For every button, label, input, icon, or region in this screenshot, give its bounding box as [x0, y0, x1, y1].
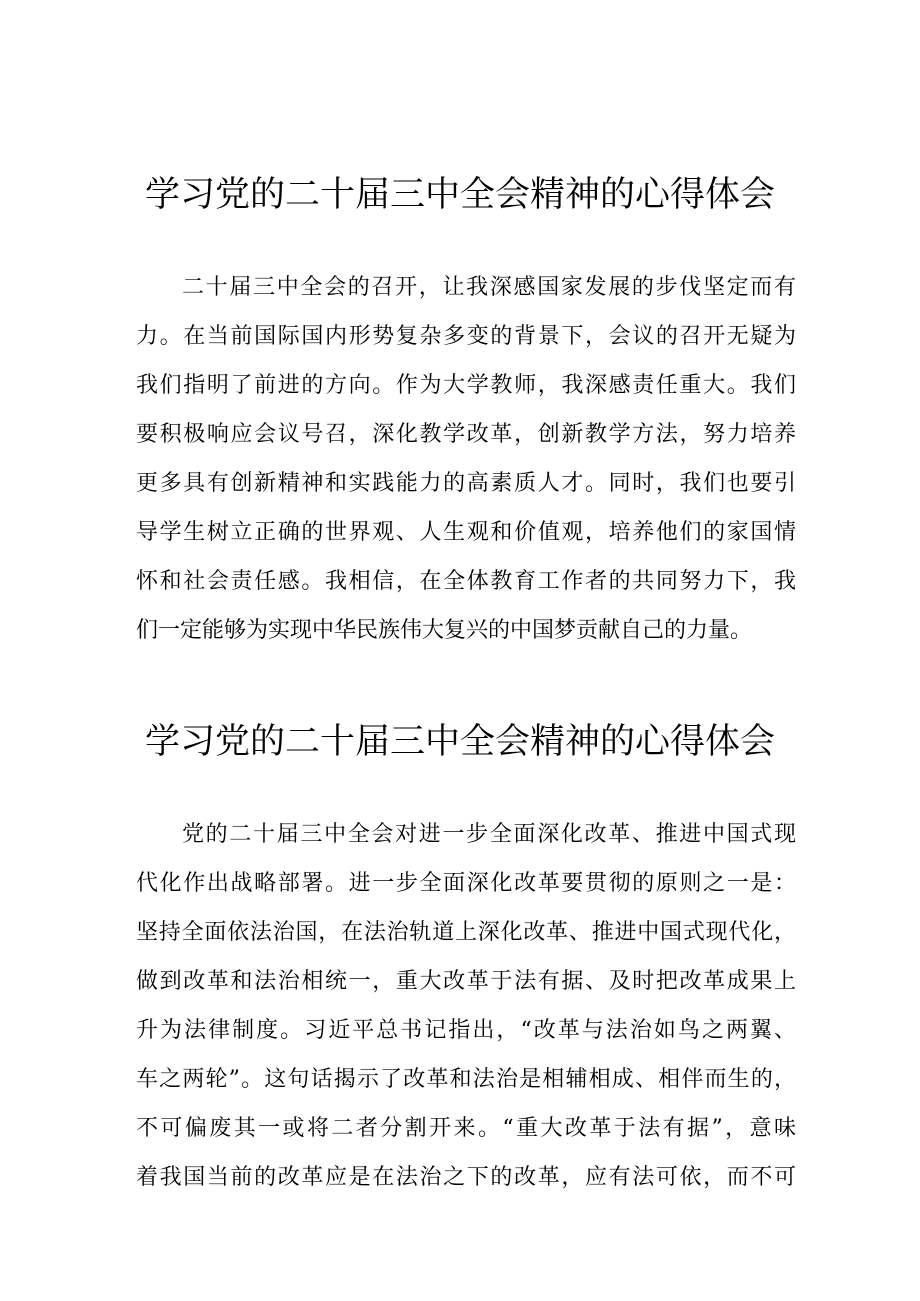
paragraph-line: 坚持全面依法治国，在法治轨道上深化改革、推进中国式现代化，: [136, 920, 796, 945]
paragraph-line: 不可偏废其一或将二者分割开来。“重大改革于法有据”，意味: [136, 1116, 796, 1141]
paragraph-line: 代化作出战略部署。进一步全面深化改革要贯彻的原则之一是：: [136, 871, 796, 896]
section-2-title: 学习党的二十届三中全会精神的心得体会: [144, 722, 775, 762]
section-1-paragraph: [136, 263, 796, 655]
paragraph-line: 更多具有创新精神和实践能力的高素质人才。同时，我们也要引: [136, 471, 796, 496]
paragraph-line: 怀和社会责任感。我相信，在全体教育工作者的共同努力下，我: [136, 569, 796, 594]
paragraph-line: 车之两轮”。这句话揭示了改革和法治是相辅相成、相伴而生的，: [136, 1067, 796, 1092]
paragraph-line: 我们指明了前进的方向。作为大学教师，我深感责任重大。我们: [136, 373, 796, 398]
paragraph-line: 们一定能够为实现中华民族伟大复兴的中国梦贡献自己的力量。: [136, 618, 753, 643]
paragraph-line: 力。在当前国际国内形势复杂多变的背景下，会议的召开无疑为: [136, 324, 796, 349]
paragraph-line: 做到改革和法治相统一，重大改革于法有据、及时把改革成果上: [136, 969, 796, 994]
section-1-title: 学习党的二十届三中全会精神的心得体会: [144, 175, 775, 215]
paragraph-line: 二十届三中全会的召开，让我深感国家发展的步伐坚定而有: [182, 275, 796, 300]
paragraph-line: 党的二十届三中全会对进一步全面深化改革、推进中国式现: [182, 822, 796, 847]
paragraph-line: 导学生树立正确的世界观、人生观和价值观，培养他们的家国情: [136, 520, 796, 545]
paragraph-line: 着我国当前的改革应是在法治之下的改革，应有法可依，而不可: [136, 1165, 796, 1190]
paragraph-line: 要积极响应会议号召，深化教学改革，创新教学方法，努力培养: [136, 422, 796, 447]
section-2-paragraph: [136, 810, 796, 1202]
paragraph-line: 升为法律制度。习近平总书记指出，“改革与法治如鸟之两翼、: [136, 1018, 796, 1043]
